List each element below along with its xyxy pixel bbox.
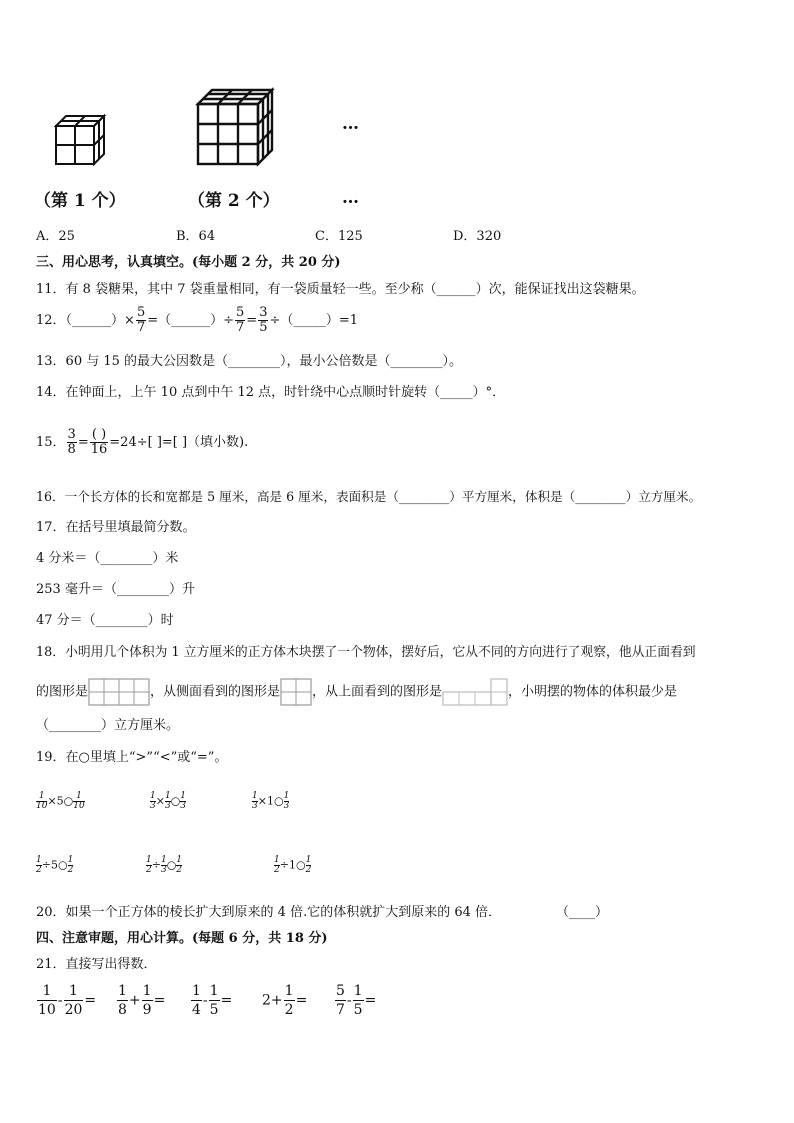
q15-f1-num: 3 bbox=[67, 427, 76, 442]
q12-f1-den: 7 bbox=[136, 320, 146, 335]
q21-c2-eq: = bbox=[153, 992, 166, 1009]
q19-e2-a-den: 3 bbox=[150, 801, 156, 811]
q19-e6-a-den: 2 bbox=[274, 865, 280, 875]
q12-mid: =（______）÷ bbox=[147, 313, 235, 328]
q12-f3-den: 5 bbox=[259, 320, 268, 335]
q19-e1-a-den: 10 bbox=[36, 801, 48, 811]
q19-e2-a-num: 1 bbox=[150, 791, 156, 801]
option-b: B．64 bbox=[176, 229, 216, 244]
q19-e2-b-den: 3 bbox=[164, 801, 171, 811]
q15-eq: = bbox=[77, 435, 89, 450]
q12-prefix: 12．（______）× bbox=[36, 313, 135, 328]
question-17-line-1: 4 分米＝（________）米 bbox=[36, 551, 179, 566]
q15-fraction-2 bbox=[90, 428, 109, 457]
q15-f2-num: ( ) bbox=[90, 428, 109, 443]
q19-e4-b-num: 1 bbox=[67, 855, 74, 865]
q12-fraction-1 bbox=[136, 306, 146, 335]
q21-c2-b-den: 9 bbox=[142, 1002, 152, 1018]
q19-e2-b-num: 1 bbox=[164, 791, 171, 801]
q12-eq: = bbox=[246, 313, 258, 328]
q18-top-label: ，从上面看到的图形是 bbox=[312, 684, 443, 700]
q21-c4-eq: = bbox=[295, 992, 308, 1009]
option-c: C．125 bbox=[315, 229, 363, 244]
question-21-title: 21．直接写出得数． bbox=[36, 957, 157, 972]
q19-e3-a-den: 3 bbox=[252, 801, 258, 811]
question-18-line-1: 18．小明用几个体积为 1 立方厘米的正方体木块摆了一个物体，摆好后，它从不同的方向进行了观察，他从正面看到 bbox=[36, 645, 696, 660]
question-16: 16．一个长方体的长和宽都是 5 厘米，高是 6 厘米，表面积是（________）平方厘米，体积是（________）立方厘米。 bbox=[36, 489, 702, 504]
question-14: 14．在钟面上，上午 10 点到中午 12 点，时针绕中心点顺时针旋转（_____）°． bbox=[36, 385, 506, 400]
q12-tail: ÷（_____）=1 bbox=[269, 313, 359, 328]
q19-e5-a-num: 1 bbox=[146, 855, 152, 865]
q19-expr-2 bbox=[150, 792, 186, 811]
q21-c1-b-num: 1 bbox=[64, 982, 84, 1001]
q19-e6-b-den: 2 bbox=[305, 865, 312, 875]
q21-c3-eq: = bbox=[220, 992, 233, 1009]
q21-c3-a-num: 1 bbox=[192, 983, 201, 999]
q18-volume-label: ，小明摆的物体的体积最少是 bbox=[508, 684, 678, 700]
q21-c1-b-den: 20 bbox=[64, 1002, 83, 1018]
q15-f1-den: 8 bbox=[67, 442, 76, 457]
q21-c5-eq: = bbox=[364, 992, 377, 1009]
side-view-grid bbox=[280, 678, 312, 706]
q15-prefix: 15． bbox=[36, 435, 66, 450]
q21-c2-a-den: 8 bbox=[118, 1002, 127, 1018]
q19-e3-b-num: 1 bbox=[283, 791, 290, 801]
q21-c1-eq: = bbox=[84, 992, 97, 1009]
section-3-title: 三、用心思考，认真填空。(每小题 2 分，共 20 分) bbox=[36, 255, 341, 270]
front-view-grid bbox=[88, 678, 150, 706]
q19-e5-c-num: 1 bbox=[176, 855, 183, 865]
q21-c5-a-den: 7 bbox=[336, 1002, 345, 1018]
q21-calc-4 bbox=[262, 982, 307, 1019]
q21-c5-b-den: 5 bbox=[353, 1002, 363, 1018]
cube-figure-2 bbox=[194, 86, 278, 168]
q19-e2-c-num: 1 bbox=[180, 791, 187, 801]
q21-calc-2 bbox=[116, 982, 165, 1019]
q18-front-label: 的图形是 bbox=[36, 684, 89, 700]
q21-c2-a-num: 1 bbox=[118, 983, 127, 999]
q19-e3-a-num: 1 bbox=[252, 791, 258, 801]
q21-c1-a-den: 10 bbox=[38, 1002, 56, 1018]
q19-e1-b-num: 1 bbox=[73, 792, 84, 802]
q19-e4-a-num: 1 bbox=[36, 855, 42, 865]
option-d: D．320 bbox=[453, 229, 502, 244]
option-a: A．25 bbox=[36, 229, 75, 244]
q19-e1-op: ×5○ bbox=[47, 794, 74, 808]
q19-e2-op2: ○ bbox=[170, 794, 181, 808]
q21-c2-op: + bbox=[128, 992, 141, 1009]
q21-c3-op: - bbox=[202, 992, 208, 1009]
q19-e5-op1: ÷ bbox=[151, 858, 161, 872]
q19-e5-c-den: 2 bbox=[176, 865, 183, 875]
q19-e1-b-den: 10 bbox=[73, 801, 85, 811]
q12-f2-den: 7 bbox=[236, 320, 245, 335]
q21-calc-1 bbox=[36, 982, 96, 1019]
figure-caption-2: （第 2 个） bbox=[188, 191, 280, 211]
question-17-line-3: 47 分＝（________）时 bbox=[36, 613, 174, 628]
q21-c5-op: - bbox=[346, 992, 352, 1009]
q15-fraction-1 bbox=[67, 428, 77, 457]
q19-expr-3 bbox=[252, 792, 289, 811]
q21-c1-op: - bbox=[57, 992, 63, 1009]
q19-expr-4 bbox=[36, 856, 73, 875]
q21-c4-b-num: 1 bbox=[284, 983, 294, 999]
top-view-grid bbox=[442, 678, 508, 706]
q21-c4-b-den: 2 bbox=[284, 1002, 294, 1018]
q15-f2-den: 16 bbox=[90, 442, 108, 457]
q19-e6-a-num: 1 bbox=[274, 855, 280, 865]
q19-e5-b-den: 3 bbox=[160, 865, 167, 875]
q12-fraction-2 bbox=[235, 306, 245, 335]
q12-f1-num: 5 bbox=[136, 305, 146, 320]
q19-e6-op: ÷1○ bbox=[279, 858, 306, 872]
question-19-title: 19．在○里填上“>”“<”或“=”。 bbox=[36, 750, 228, 765]
q12-f2-num: 5 bbox=[236, 305, 245, 320]
q21-c3-b-num: 1 bbox=[209, 983, 219, 999]
q19-e5-b-num: 1 bbox=[160, 855, 167, 865]
q19-e5-op2: ○ bbox=[166, 858, 177, 872]
q19-e2-op1: × bbox=[155, 794, 165, 808]
q12-f3-num: 3 bbox=[259, 305, 268, 320]
q19-e4-b-den: 2 bbox=[67, 865, 74, 875]
q19-e2-c-den: 3 bbox=[180, 801, 187, 811]
figure-caption-1: （第 1 个） bbox=[34, 191, 126, 211]
q18-side-label: ，从侧面看到的图形是 bbox=[150, 684, 281, 700]
q19-e5-a-den: 2 bbox=[146, 865, 152, 875]
question-18-line-3: （________）立方厘米。 bbox=[36, 718, 180, 733]
question-17-title: 17．在括号里填最简分数。 bbox=[36, 520, 196, 535]
question-12 bbox=[36, 306, 358, 335]
q19-e4-a-den: 2 bbox=[36, 865, 42, 875]
q19-expr-5 bbox=[146, 856, 182, 875]
question-17-line-2: 253 毫升＝（________）升 bbox=[36, 582, 195, 597]
q19-e3-b-den: 3 bbox=[283, 801, 290, 811]
question-13: 13．60 与 15 的最大公因数是（________），最小公倍数是（________）。 bbox=[36, 354, 463, 369]
q21-calc-3 bbox=[190, 982, 232, 1019]
q21-c2-b-num: 1 bbox=[142, 983, 152, 999]
q19-expr-1 bbox=[36, 792, 85, 811]
q19-e3-op: ×1○ bbox=[257, 794, 284, 808]
q12-fraction-3 bbox=[258, 306, 268, 335]
q21-c5-b-num: 1 bbox=[353, 983, 363, 999]
question-15 bbox=[36, 428, 248, 457]
q21-c1-a-num: 1 bbox=[37, 982, 57, 1001]
q15-tail: =24÷[ ]=[ ]（填小数). bbox=[109, 435, 249, 450]
question-20: 20．如果一个正方体的棱长扩大到原来的 4 倍.它的体积就扩大到原来的 64 倍． bbox=[36, 905, 502, 920]
q21-c5-a-num: 5 bbox=[336, 983, 345, 999]
q19-e6-b-num: 1 bbox=[305, 855, 312, 865]
q19-e4-op: ÷5○ bbox=[41, 858, 68, 872]
section-4-title: 四、注意审题，用心计算。(每题 6 分，共 18 分) bbox=[36, 931, 328, 946]
q21-c3-b-den: 5 bbox=[209, 1002, 219, 1018]
cube-figure-1 bbox=[52, 112, 112, 168]
q19-e1-a-num: 1 bbox=[36, 792, 47, 802]
q21-c4-pre: 2+ bbox=[262, 992, 283, 1009]
question-11: 11．有 8 袋糖果，其中 7 袋重量相同，有一袋质量轻一些。至少称（______）次，能保证找出这袋糖果。 bbox=[36, 282, 645, 297]
q21-calc-5 bbox=[334, 982, 376, 1019]
q19-expr-6 bbox=[274, 856, 311, 875]
question-18-line-2 bbox=[36, 678, 677, 706]
ellipsis-bottom: … bbox=[342, 188, 359, 208]
question-20-blank: （____） bbox=[556, 905, 609, 920]
q21-c3-a-den: 4 bbox=[192, 1002, 201, 1018]
ellipsis-top: … bbox=[342, 114, 359, 134]
